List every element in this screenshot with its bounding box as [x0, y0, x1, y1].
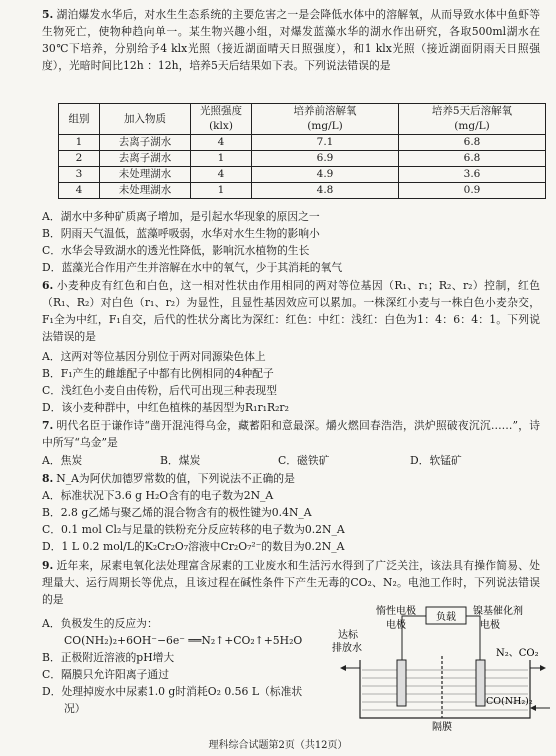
table-header-do-before: 培养前溶解氧 (mg/L): [252, 104, 399, 135]
q6-stem: 小麦种皮有红色和白色，这一相对性状由作用相同的两对等位基因（R₁、r₁；R₂、r₂）控制，红色（R₁、R₂）对白色（r₁、r₂）为显性，且显性基因效应可以累加。一株深红小麦与一株白色小麦杂交，F₁全为中红，F₁自交，后代的性状分离比为深红：红色：中红：浅红：白色为1：4：6：4：1。下列说法错误的是: [42, 279, 540, 343]
label-left-electrode-2: 电极: [386, 620, 406, 631]
q5-option-c: C．水华会导致湖水的透光性降低，影响沉水植物的生长: [42, 244, 310, 257]
q9-option-a-equation: CO(NH₂)₂+6OH⁻−6e⁻ ══N₂↑+CO₂↑+5H₂O: [64, 634, 303, 647]
label-load: 负载: [436, 612, 456, 623]
q5-option-b: B．阴雨天气温低，蓝藻呼吸弱，水华对水生生物的影响小: [42, 227, 320, 240]
q8-option-a: A．标准状况下3.6 g H₂O含有的电子数为2N_A: [42, 489, 274, 502]
label-inlet: CO(NH₂)₂: [486, 696, 533, 707]
page-footer: 理科综合试题第2页（共12页）: [208, 740, 348, 751]
table-row: 2 去离子湖水 1 6.9 6.8: [59, 151, 546, 167]
q7-option-b: B．煤炭: [160, 454, 201, 467]
q7-number: 7.: [42, 419, 54, 432]
q5-stem-block: [42, 6, 540, 74]
q6-option-a: A．这两对等位基因分别位于两对同源染色体上: [42, 350, 266, 363]
table-row: 1 去离子湖水 4 7.1 6.8: [59, 135, 546, 151]
label-membrane: 隔膜: [432, 722, 452, 732]
q8-stem-block: [42, 470, 540, 487]
q5-number: 5.: [42, 8, 54, 21]
table-header-substance: 加入物质: [100, 104, 191, 135]
cell-container: [360, 660, 530, 718]
label-right-electrode-1: 镍基催化剂: [473, 606, 523, 617]
table-header-group: 组别: [59, 104, 100, 135]
table-row: 3 未处理湖水 4 4.9 3.6: [59, 167, 546, 183]
nickel-electrode: [476, 660, 485, 706]
q6-option-b: B．F₁产生的雌雄配子中都有比例相同的4种配子: [42, 367, 274, 380]
inert-electrode: [397, 660, 406, 706]
q7-stem-block: [42, 417, 540, 451]
q9-number: 9.: [42, 559, 54, 572]
q7-option-d: D．软锰矿: [410, 454, 462, 467]
label-outlet: N₂、CO₂: [496, 648, 539, 659]
q7-stem: 明代名臣于谦作诗“凿开混沌得乌金，藏蓄阳和意最深。爝火燃回春浩浩，洪炉照破夜沉沉……”，诗中所写“乌金”是: [42, 419, 540, 449]
q6-stem-block: [42, 277, 540, 345]
q7-option-a: A．焦炭: [42, 454, 83, 467]
q5-option-d: D．蓝藻光合作用产生并溶解在水中的氧气，少于其消耗的氧气: [42, 261, 343, 274]
q5-option-a: A．湖水中多种矿质离子增加，是引起水华现象的原因之一: [42, 210, 320, 223]
q8-option-c: C．0.1 mol Cl₂与足量的铁粉充分反应转移的电子数为0.2N_A: [42, 523, 345, 536]
label-left-electrode: 惰性电极: [376, 606, 416, 617]
q8-stem: N_A为阿伏加德罗常数的值，下列说法不正确的是: [56, 472, 295, 485]
q9-option-d: D．处理掉废水中尿素1.0 g时消耗O₂ 0.56 L（标准状: [42, 685, 303, 698]
q7-options: [42, 452, 542, 469]
q8-number: 8.: [42, 472, 54, 485]
q8-option-d: D．1 L 0.2 mol/L的K₂Cr₂O₇溶液中Cr₂O₇²⁻的数目为0.2N_A: [42, 540, 345, 553]
q6-option-c: C．浅红色小麦自由传粉，后代可出现三种表现型: [42, 384, 277, 397]
q6-number: 6.: [42, 279, 54, 292]
q9-option-b: B．正极附近溶液的pH增大: [42, 651, 175, 664]
table-header-light: 光照强度 (klx): [191, 104, 252, 135]
label-right-electrode-2: 电极: [480, 620, 500, 631]
table-header-do-after: 培养5天后溶解氧 (mg/L): [399, 104, 546, 135]
q9-option-a: A．负极发生的反应为：: [42, 617, 158, 630]
q5-stem: 湖泊爆发水华后，对水生生态系统的主要危害之一是会降低水体中的溶解氧，从而导致水体中鱼虾等生物死亡，使物种趋向单一。某生物兴趣小组，对爆发蓝藻水华的湖水作出研究，各取500ml湖水在30℃下培养，分别给予4 klx光照（接近湖面晴天日照强度），和1 klx光照（接近湖面阴雨天日照强度），光暗时间比12h ：12h，培养5天后结果如下表。下列说法错误的是: [42, 8, 540, 72]
q5-table: [58, 103, 546, 199]
label-discharge-1: 达标: [338, 630, 358, 641]
q6-option-d: D．该小麦种群中，中红色植株的基因型为R₁r₁R₂r₂: [42, 401, 289, 414]
q9-option-c: C．隔膜只允许阳离子通过: [42, 668, 170, 681]
q7-option-c: C．磁铁矿: [278, 454, 330, 467]
q9-stem: 近年来，尿素电氧化法处理富含尿素的工业废水和生活污水得到了广泛关注，该法具有操作简易、处理量大、运行周期长等优点，且该过程在碱性条件下产生无毒的CO₂、N₂。电池工作时，下列说法错误的是: [42, 559, 540, 606]
q9-option-d-cont: 况）: [64, 702, 86, 715]
q8-option-b: B．2.8 g乙烯与聚乙烯的混合物含有的极性键为0.4N_A: [42, 506, 312, 519]
label-discharge-2: 排放水: [332, 643, 362, 654]
table-row: 4 未处理湖水 1 4.8 0.9: [59, 183, 546, 199]
fuel-cell-diagram: [330, 600, 552, 732]
